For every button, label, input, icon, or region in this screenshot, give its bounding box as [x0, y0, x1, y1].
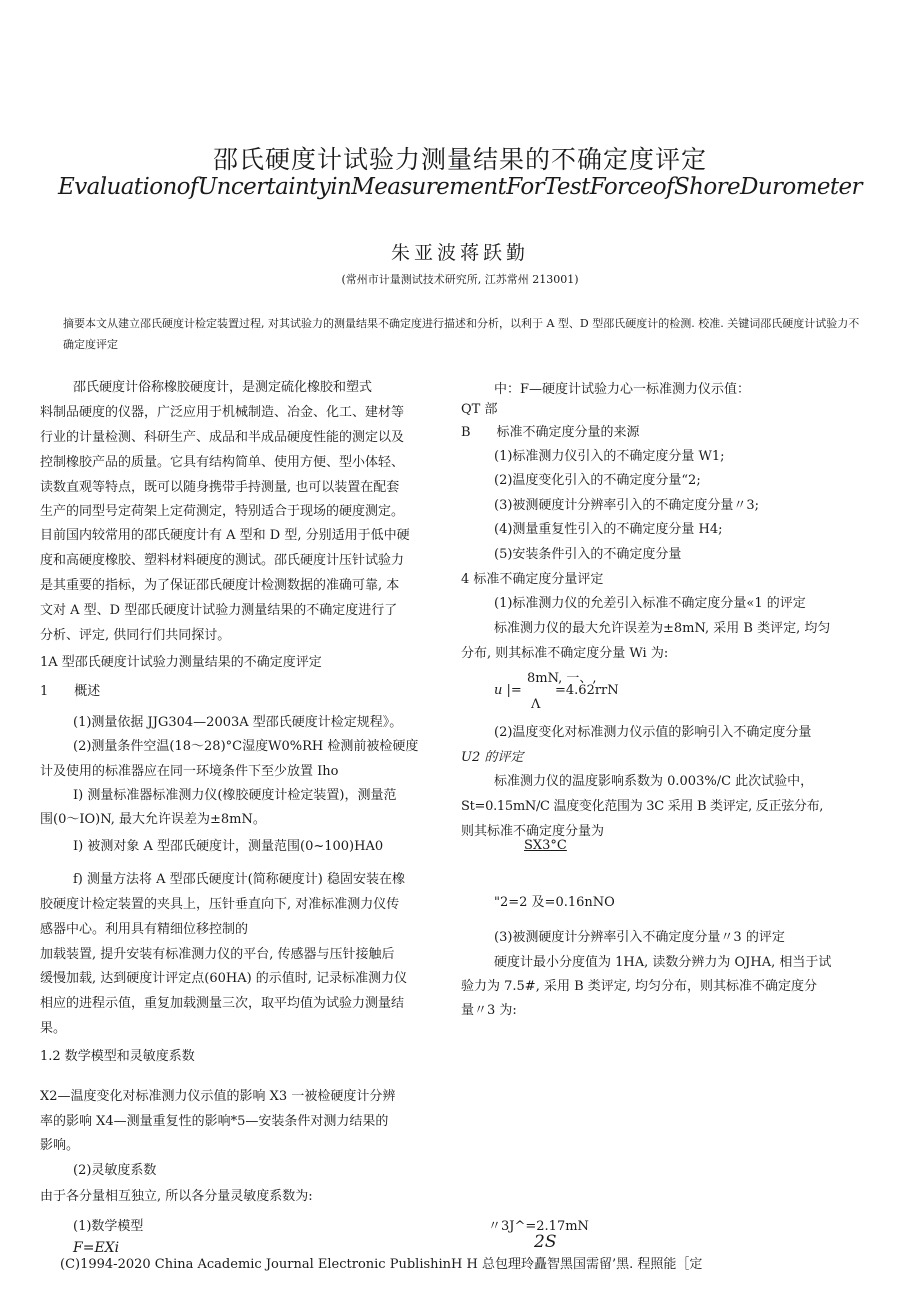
- left-line: 文对 A 型、D 型邵氏硬度计试验力测量结果的不确定度进行了: [40, 603, 398, 618]
- right-line: St=0.15mN/C 温度变化范围为 3C 采用 B 类评定, 反正弦分布,: [461, 799, 824, 814]
- left-line: I) 测量标准器标准测力仪(橡胶硬度计检定装置)，测量范: [73, 788, 397, 803]
- formula-line: "2=2 及=0.16nNO: [494, 895, 615, 910]
- section-heading: 1A 型邵氏硬度计试验力测量结果的不确定度评定: [40, 655, 322, 670]
- left-line: 由于各分量相互独立, 所以各分量灵敏度系数为:: [40, 1189, 313, 1204]
- affiliation: (常州市计量测试技术研究所, 江苏常州 213001): [341, 273, 579, 286]
- left-line: 感器中心。利用具有精细位移控制的: [40, 922, 249, 937]
- abstract: 摘要本文从建立邵氏硬度计检定装置过程, 对其试验力的测量结果不确定度进行描述和分析，以利于 A 型、D 型邵氏硬度计的检测. 校准. 关键词邵氏硬度计试验力不确定度评定: [63, 317, 860, 351]
- formula-line: Λ: [531, 697, 541, 712]
- left-line: 是其重要的指标，为了保证邵氏硬度计检测数据的准确可靠, 本: [40, 578, 400, 593]
- section-heading: B 标准不确定度分量的来源: [461, 425, 640, 440]
- left-line: 缓慢加载, 达到硬度计评定点(60HA) 的示值时, 记录标准测力仪: [40, 971, 408, 986]
- formula-line: SX3°C: [524, 838, 567, 853]
- formula-line: 2S: [534, 1232, 557, 1252]
- right-line: (3)被测硬度计分辨率引入的不确定度分量〃3;: [494, 498, 760, 513]
- left-line: X2—温度变化对标准测力仪示值的影响 X3 一被检硬度计分辨: [40, 1089, 396, 1104]
- left-line: (1)测量依据 JJG304—2003A 型邵氏硬度计检定规程》。: [73, 715, 403, 730]
- right-line: 则其标准不确定度分量为: [461, 824, 605, 839]
- authors: 朱亚波蒋跃勤: [390, 242, 529, 264]
- left-line: 控制橡胶产品的质量。它具有结构简单、使用方便、型小体轻、: [40, 455, 405, 470]
- right-line: 中：F—硬度计试验力心一标准测力仪示值：: [494, 382, 751, 397]
- right-line: (5)安装条件引入的不确定度分量: [494, 547, 682, 562]
- formula-line: =4.62rrN: [555, 683, 619, 698]
- right-line: QT 部: [461, 402, 498, 417]
- left-line: 率的影响 X4—测量重复性的影响*5—安装条件对测力结果的: [40, 1114, 389, 1129]
- left-line: 邵氏硬度计俗称橡胶硬度计，是测定硫化橡胶和塑式: [73, 380, 373, 395]
- left-line: 目前国内较常用的邵氏硬度计有 A 型和 D 型, 分别适用于低中硬: [40, 528, 410, 543]
- right-line: 验力为 7.5#, 采用 B 类评定, 均匀分布，则其标准不确定度分: [461, 979, 818, 994]
- right-line: (2)温度变化引入的不确定度分量“2;: [494, 473, 701, 488]
- right-line: 量〃3 为:: [461, 1003, 517, 1018]
- left-line: (2)灵敏度系数: [73, 1163, 157, 1178]
- left-line: 影响。: [40, 1138, 80, 1153]
- formula-model: F=EXi: [73, 1240, 120, 1256]
- right-line: 标准测力仪的温度影响系数为 0.003%/C 此次试验中，: [494, 774, 814, 789]
- left-line: 相应的进程示值，重复加载测量三次，取平均值为试验力测量结: [40, 996, 405, 1011]
- right-line: (4)测量重复性引入的不确定度分量 H4;: [494, 522, 723, 537]
- subsection-heading: 1.2 数学模型和灵敏度系数: [40, 1049, 195, 1064]
- left-line: (2)测量条件空温(18～28)°C湿度W0%RH 检测前被检硬度: [73, 739, 419, 754]
- left-line: 加载装置, 提升安装有标准测力仪的平台, 传感器与压针接触后: [40, 947, 395, 962]
- left-line: 围(0～IO)N, 最大允许误差为±8mN。: [40, 812, 266, 827]
- left-line: f) 测量方法将 A 型邵氏硬度计(简称硬度计) 稳固安装在橡: [73, 872, 405, 887]
- formula-line: 8mN, 一、,: [527, 671, 597, 686]
- right-line: 标准测力仪的最大允许误差为±8mN, 采用 B 类评定, 均匀: [494, 621, 831, 636]
- left-line: 胶硬度计检定装置的夹具上，压针垂直向下, 对准标准测力仪传: [40, 897, 400, 912]
- title-english: EvaluationofUncertaintyinMeasurementForTestForceofShoreDurometer: [58, 174, 862, 200]
- right-line: 分布, 则其标准不确定度分量 Wi 为:: [461, 646, 669, 661]
- left-line: 行业的计量检测、科研生产、成品和半成品硬度性能的测定以及: [40, 430, 405, 445]
- left-line: 度和高硬度橡胶、塑料材料硬度的测试。邵氏硬度计压针试验力: [40, 553, 405, 568]
- left-line: 果。: [40, 1021, 67, 1036]
- right-line: 硬度计最小分度值为 1HA, 读数分辨力为 OJHA, 相当于试: [494, 955, 832, 970]
- subsection-heading: 1 概述: [40, 684, 101, 699]
- section-heading: 4 标准不确定度分量评定: [461, 572, 604, 587]
- left-line: I) 被测对象 A 型邵氏硬度计，测量范围(0~100)HA0: [73, 839, 384, 854]
- left-line: 分析、评定, 供同行们共同探讨。: [40, 628, 231, 643]
- right-line: (1)标准测力仪引入的不确定度分量 W1;: [494, 449, 725, 464]
- right-line: (2)温度变化对标准测力仪示值的影响引入不确定度分量: [494, 725, 812, 740]
- right-line: (3)被测硬度计分辨率引入不确定度分量〃3 的评定: [494, 930, 785, 945]
- right-line: U2 的评定: [461, 750, 524, 765]
- left-line: 计及使用的标准器应在同一环境条件下至少放置 Iho: [40, 764, 339, 779]
- left-line: 料制品硬度的仪器，广泛应用于机械制造、冶金、化工、建材等: [40, 405, 405, 420]
- formula-line: u |=: [494, 683, 522, 698]
- left-line: 读数直观等特点，既可以随身携带手持测量, 也可以装置在配套: [40, 480, 400, 495]
- copyright-footer: (C)1994-2020 China Academic Journal Electronic PublishinH H 总包理玲矗智黑国需留’黑. 程照能［定: [60, 1257, 703, 1272]
- left-line: (1)数学模型: [73, 1219, 144, 1234]
- formula-line: 〃3J^=2.17mN: [488, 1219, 589, 1234]
- right-line: (1)标准测力仪的允差引入标准不确定度分量«1 的评定: [494, 596, 806, 611]
- title-chinese: 邵氏硬度计试验力测量结果的不确定度评定: [212, 145, 707, 174]
- left-line: 生产的同型号定荷架上定荷测定，特别适合于现场的硬度测定。: [40, 504, 405, 519]
